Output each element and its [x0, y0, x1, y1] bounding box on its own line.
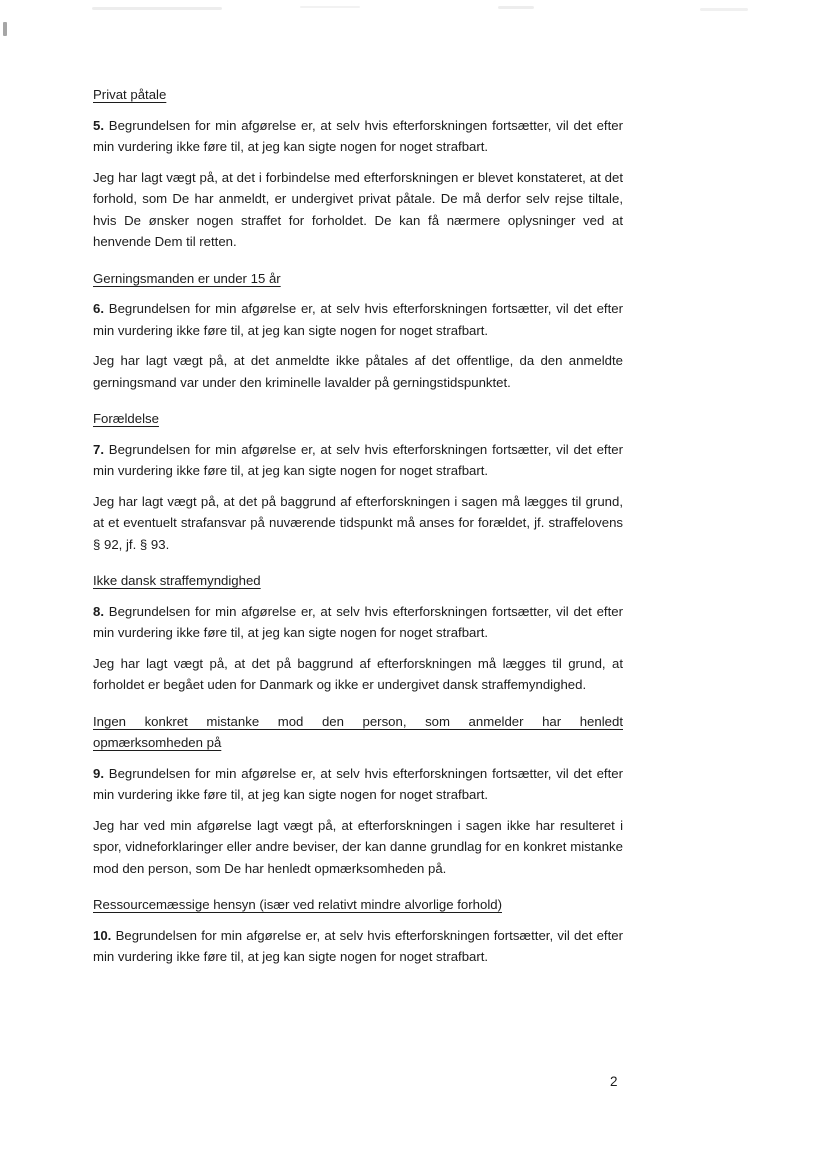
section-heading: Ressourcemæssige hensyn (især ved relativt mindre alvorlige forhold)	[93, 897, 502, 912]
section-heading: Forældelse	[93, 411, 159, 426]
page-number: 2	[610, 1074, 618, 1089]
section-detail-paragraph: Jeg har lagt vægt på, at det på baggrund af efterforskningen må lægges til grund, at forholdet er begået uden for Danmark og ikke er undergivet dansk straffemyndighed.	[93, 655, 623, 692]
section-gerningsmanden-under-15	[93, 268, 623, 394]
section-number: 10.	[93, 927, 112, 943]
document-body	[93, 84, 623, 977]
section-number: 9.	[93, 765, 104, 781]
section-number: 6.	[93, 301, 104, 316]
scan-artifact	[700, 8, 748, 11]
section-intro-text: Begrundelsen for min afgørelse er, at selv hvis efterforskningen fortsætter, vil det efter min vurdering ikke føre til, at jeg kan sigte nogen for noget strafbart.	[93, 927, 623, 964]
section-intro-paragraph	[93, 115, 623, 158]
section-number: 7.	[93, 441, 104, 457]
section-ingen-konkret-mistanke	[93, 711, 623, 880]
section-detail-paragraph: Jeg har lagt vægt på, at det anmeldte ikke påtales af det offentlige, da den anmeldte gerningsmand var under den kriminelle lavalder på gerningstidspunktet.	[93, 353, 623, 390]
section-number: 5.	[93, 117, 104, 133]
section-intro-text: Begrundelsen for min afgørelse er, at selv hvis efterforskningen fortsætter, vil det efter min vurdering ikke føre til, at jeg kan sigte nogen for noget strafbart.	[93, 441, 623, 478]
section-intro-text: Begrundelsen for min afgørelse er, at selv hvis efterforskningen fortsætter, vil det efter min vurdering ikke føre til, at jeg kan sigte nogen for noget strafbart.	[93, 603, 623, 640]
section-intro-text: Begrundelsen for min afgørelse er, at selv hvis efterforskningen fortsætter, vil det efter min vurdering ikke føre til, at jeg kan sigte nogen for noget strafbart.	[93, 765, 623, 802]
section-intro-paragraph	[93, 601, 623, 644]
section-detail-paragraph: Jeg har lagt vægt på, at det på baggrund af efterforskningen i sagen må lægges til grund, at et eventuelt strafansvar på nuværende tidspunkt må anses for forældet, jf. straffelovens § 92, jf. § 93.	[93, 493, 623, 552]
section-intro-text: Begrundelsen for min afgørelse er, at selv hvis efterforskningen fortsætter, vil det efter min vurdering ikke føre til, at jeg kan sigte nogen for noget strafbart.	[93, 117, 623, 154]
section-foraeldelse	[93, 408, 623, 555]
scan-artifact	[300, 6, 360, 8]
section-ikke-dansk-straffemyndighed	[93, 570, 623, 696]
section-ressourcemaessige-hensyn	[93, 894, 623, 968]
section-detail-paragraph: Jeg har ved min afgørelse lagt vægt på, at efterforskningen i sagen ikke har resulteret i spor, vidneforklaringer eller andre beviser, der kan danne grundlag for en konkret mistanke mod den person, som De har henledt opmærksomheden på.	[93, 817, 623, 876]
scan-artifact	[498, 6, 534, 9]
section-heading: Gerningsmanden er under 15 år	[93, 270, 281, 286]
section-number: 8.	[93, 603, 104, 619]
section-intro-paragraph	[93, 298, 623, 341]
scan-artifact	[92, 7, 222, 10]
section-intro-paragraph	[93, 439, 623, 482]
section-heading: Privat påtale	[93, 87, 167, 102]
section-heading-line1: Ingen konkret mistanke mod den person, som anmelder har henledt	[93, 713, 623, 729]
section-heading	[93, 711, 623, 754]
section-intro-paragraph	[93, 925, 623, 968]
section-detail-paragraph: Jeg har lagt vægt på, at det i forbindelse med efterforskningen er blevet konstateret, at det forhold, som De har anmeldt, er undergivet privat påtale. De må derfor selv rejse tiltale, hvis De ønsker nogen straffet for forholdet. De kan få nærmere oplysninger ved at henvende Dem til retten.	[93, 169, 623, 249]
section-heading-line2: opmærksomheden på	[93, 735, 222, 750]
section-privat-paatale	[93, 84, 623, 253]
section-intro-text: Begrundelsen for min afgørelse er, at selv hvis efterforskningen fortsætter, vil det efter min vurdering ikke føre til, at jeg kan sigte nogen for noget strafbart.	[93, 301, 623, 338]
section-intro-paragraph	[93, 763, 623, 806]
scan-artifact	[3, 22, 7, 36]
section-heading: Ikke dansk straffemyndighed	[93, 573, 261, 588]
